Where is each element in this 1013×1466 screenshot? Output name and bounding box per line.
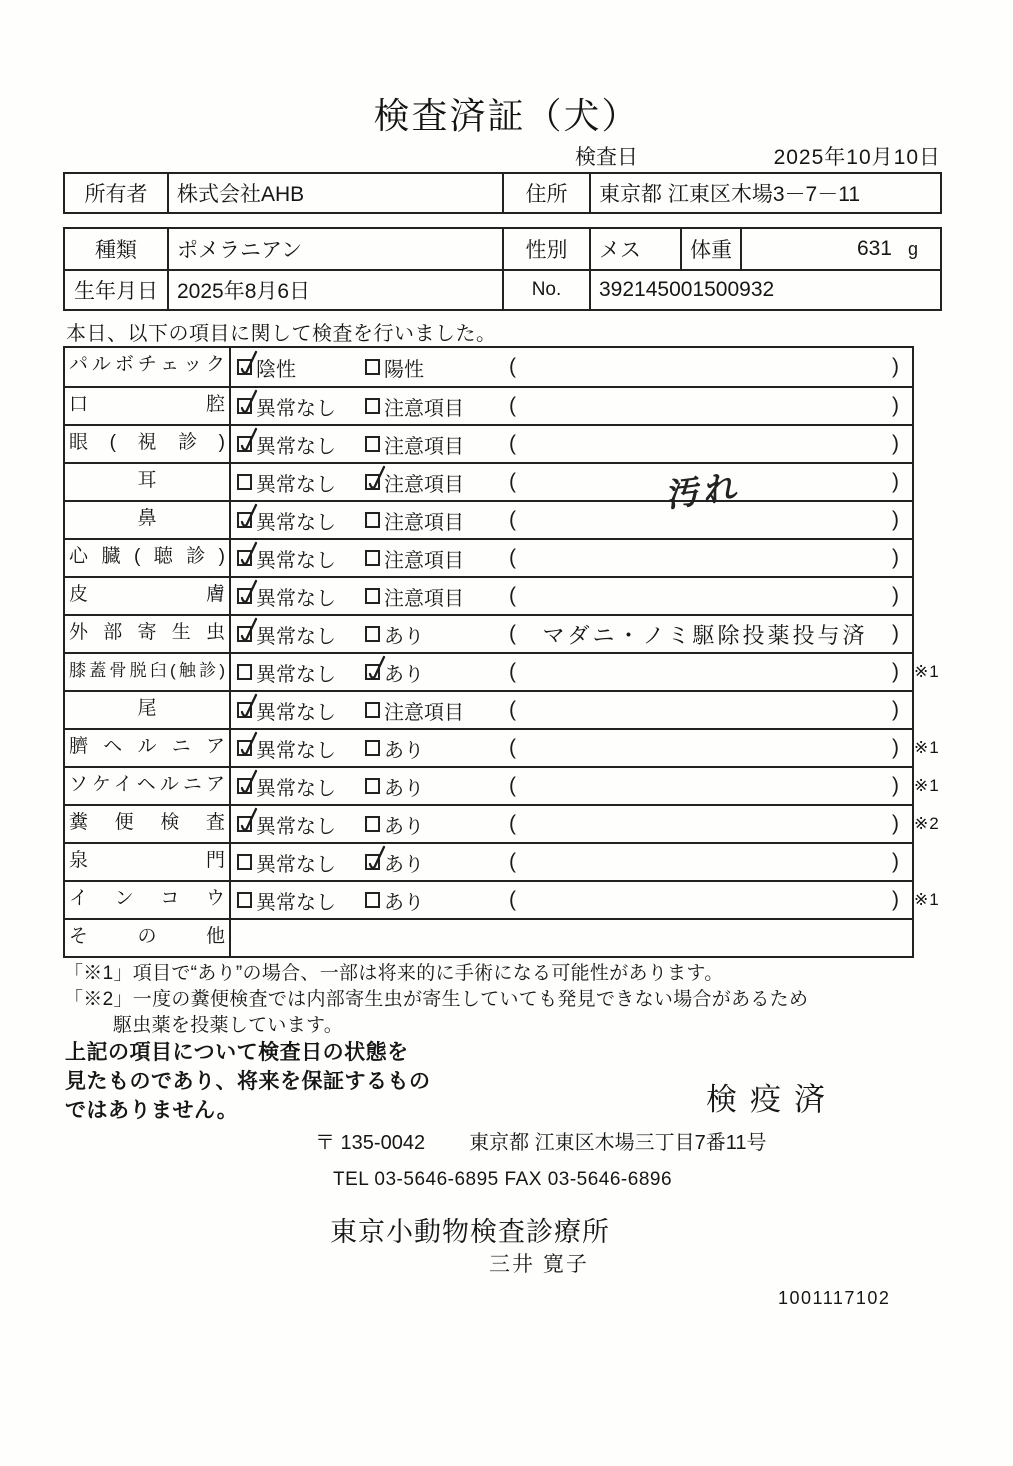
checkbox-present[interactable] — [365, 854, 380, 870]
option-label: 異常なし — [256, 397, 336, 420]
checkbox-caution[interactable] — [365, 550, 380, 566]
row-label: インコウ — [65, 882, 231, 918]
clinic-tel-fax: TEL 03-5646-6895 FAX 03-5646-6896 — [333, 1169, 673, 1190]
close-paren: ) — [892, 698, 899, 721]
address-label: 住所 — [502, 174, 589, 212]
option-label: 注意項目 — [384, 587, 464, 610]
checkbox-negative[interactable] — [237, 359, 252, 375]
option-label: あり — [384, 663, 424, 686]
checkbox-normal[interactable] — [237, 474, 252, 490]
handwritten-note: 汚れ — [667, 466, 743, 514]
checkmark-icon — [236, 426, 260, 456]
option-label: あり — [384, 777, 424, 800]
intro-sentence: 本日、以下の項目に関して検査を行いました。 — [66, 323, 497, 345]
checkmark-icon — [236, 806, 260, 836]
pet-table — [63, 227, 942, 311]
row-marker — [914, 540, 958, 576]
table-row-heart — [65, 538, 912, 576]
checkmark-icon — [236, 349, 260, 379]
row-label: 泉門 — [65, 844, 231, 880]
inspection-date-label: 検査日 — [575, 146, 638, 169]
checkbox-caution[interactable] — [365, 398, 380, 414]
checkbox-normal[interactable] — [237, 740, 252, 756]
row-marker — [914, 426, 958, 462]
checkbox-normal[interactable] — [237, 702, 252, 718]
option-label: あり — [384, 625, 424, 648]
table-row-other — [65, 918, 912, 956]
row-label: 眼(視診) — [65, 426, 231, 462]
row-marker-ref2: ※2 — [914, 814, 940, 833]
checkmark-icon — [236, 692, 260, 722]
row-note — [526, 768, 884, 804]
open-paren: ( — [509, 394, 516, 417]
page-title: 検査済証（犬） — [373, 95, 640, 136]
row-marker — [914, 464, 958, 500]
checkbox-normal[interactable] — [237, 436, 252, 452]
table-row-tail — [65, 690, 912, 728]
birth-value: 2025年8月6日 — [167, 271, 502, 309]
table-row-eyes — [65, 424, 912, 462]
option-label: 異常なし — [256, 511, 336, 534]
option-label: 異常なし — [256, 663, 336, 686]
close-paren: ) — [892, 736, 899, 759]
option-label: 異常なし — [256, 625, 336, 648]
checkmark-icon — [236, 502, 260, 532]
row-label: 皮膚 — [65, 578, 231, 614]
table-row-fecal-exam — [65, 804, 940, 842]
row-marker — [914, 502, 958, 538]
table-row-umbilical-hernia — [65, 728, 940, 766]
veterinarian-name: 三井 寛子 — [489, 1253, 589, 1276]
row-label: 尾 — [65, 692, 231, 728]
checkmark-icon — [236, 578, 260, 608]
open-paren: ( — [509, 584, 516, 607]
row-marker-ref1: ※1 — [914, 662, 940, 681]
table-row-nose — [65, 500, 912, 538]
checkbox-present[interactable] — [365, 892, 380, 908]
owner-value: 株式会社AHB — [167, 174, 502, 212]
option-label: 異常なし — [256, 815, 336, 838]
option-label: 陽性 — [384, 358, 424, 381]
checkbox-caution[interactable] — [365, 702, 380, 718]
checkmark-icon — [236, 768, 260, 798]
checkbox-caution[interactable] — [365, 436, 380, 452]
checkbox-normal[interactable] — [237, 588, 252, 604]
open-paren: ( — [509, 888, 516, 911]
row-label: 心臓(聴診) — [65, 540, 231, 576]
row-label: 口腔 — [65, 388, 231, 424]
table-row-skin — [65, 576, 912, 614]
row-note — [526, 578, 884, 614]
row-marker-ref1: ※1 — [914, 738, 940, 757]
option-label: 注意項目 — [384, 701, 464, 724]
close-paren: ) — [892, 622, 899, 645]
option-label: 注意項目 — [384, 511, 464, 534]
disclaimer-line2: 見たものであり、将来を保証するもの — [65, 1070, 431, 1093]
row-note — [526, 348, 884, 386]
row-note — [526, 882, 884, 918]
option-label: 異常なし — [256, 739, 336, 762]
checkbox-present[interactable] — [365, 626, 380, 642]
checkbox-normal[interactable] — [237, 550, 252, 566]
disclaimer-text — [65, 1038, 485, 1125]
postal-code: 〒 135-0042 — [315, 1132, 426, 1154]
close-paren: ) — [892, 888, 899, 911]
checkbox-normal[interactable] — [237, 892, 252, 908]
checkbox-positive[interactable] — [365, 359, 380, 375]
option-label: 注意項目 — [384, 549, 464, 572]
row-label: 糞便検査 — [65, 806, 231, 842]
footnote-ref2: 「※2」一度の糞便検査では内部寄生虫が寄生していても発見できない場合があるため — [64, 989, 809, 1010]
row-label: ソケイヘルニア — [65, 768, 231, 804]
row-label: その他 — [65, 920, 231, 956]
inspection-table — [63, 346, 940, 958]
table-row-ears — [65, 462, 912, 514]
open-paren: ( — [509, 470, 516, 493]
weight-value-cell — [740, 229, 940, 269]
row-marker — [914, 844, 958, 880]
row-label: 耳 — [65, 464, 231, 500]
close-paren: ) — [892, 355, 899, 378]
open-paren: ( — [509, 698, 516, 721]
row-note: マダニ・ノミ駆除投薬投与済 — [542, 622, 868, 648]
owner-row — [65, 174, 940, 212]
option-label: あり — [384, 853, 424, 876]
table-row-external-parasites — [65, 614, 912, 652]
birth-label: 生年月日 — [74, 280, 158, 303]
sex-value: メス — [589, 229, 680, 269]
row-note — [526, 502, 884, 538]
close-paren: ) — [892, 546, 899, 569]
checkbox-caution[interactable] — [365, 512, 380, 528]
close-paren: ) — [892, 812, 899, 835]
address-value: 東京都 江東区木場3－7－11 — [589, 174, 940, 212]
table-row-mouth — [65, 386, 912, 424]
open-paren: ( — [509, 508, 516, 531]
row-marker-ref1: ※1 — [914, 776, 940, 795]
option-label: 注意項目 — [384, 473, 464, 496]
row-marker — [914, 692, 958, 728]
close-paren: ) — [892, 850, 899, 873]
weight-unit: g — [907, 238, 918, 259]
breed-row — [65, 229, 940, 269]
footnote-ref1: 「※1」項目で“あり”の場合、一部は将来的に手術になる可能性があります。 — [64, 963, 724, 984]
row-marker — [914, 578, 958, 614]
table-row-inguinal-hernia — [65, 766, 940, 804]
table-row-fontanelle — [65, 842, 912, 880]
option-label: あり — [384, 739, 424, 762]
checkbox-normal[interactable] — [237, 512, 252, 528]
close-paren: ) — [892, 508, 899, 531]
row-marker-ref1: ※1 — [914, 890, 940, 909]
checkmark-icon — [236, 388, 260, 418]
row-label: 臍ヘルニア — [65, 730, 231, 766]
table-row-parvo — [65, 348, 912, 386]
row-marker — [914, 388, 958, 424]
checkbox-normal[interactable] — [237, 778, 252, 794]
table-row-patella — [65, 652, 940, 690]
footnote-ref2-cont: 駆虫薬を投薬しています。 — [113, 1015, 344, 1036]
option-label: 異常なし — [256, 701, 336, 724]
open-paren: ( — [509, 812, 516, 835]
checkmark-icon — [236, 730, 260, 760]
close-paren: ) — [892, 470, 899, 493]
checkmark-icon — [236, 616, 260, 646]
option-label: あり — [384, 891, 424, 914]
open-paren: ( — [509, 736, 516, 759]
row-label: 膝蓋骨脱臼(触診) — [65, 654, 231, 690]
option-label: 異常なし — [256, 549, 336, 572]
open-paren: ( — [509, 355, 516, 378]
quarantine-stamp: 検疫済 — [706, 1082, 838, 1117]
row-note — [526, 654, 884, 690]
owner-table — [63, 172, 942, 214]
checkbox-normal[interactable] — [237, 854, 252, 870]
open-paren: ( — [509, 774, 516, 797]
checkbox-present[interactable] — [365, 664, 380, 680]
option-label: 異常なし — [256, 777, 336, 800]
row-note — [526, 540, 884, 576]
option-label: 異常なし — [256, 473, 336, 496]
serial-number: 1001117102 — [778, 1288, 891, 1308]
no-value: 392145001500932 — [589, 271, 940, 309]
clinic-address: 東京都 江東区木場三丁目7番11号 — [469, 1132, 767, 1154]
no-label: No. — [502, 271, 589, 309]
row-note — [526, 692, 884, 728]
checkbox-present[interactable] — [365, 740, 380, 756]
close-paren: ) — [892, 660, 899, 683]
owner-label: 所有者 — [84, 183, 148, 206]
row-label: 外部寄生虫 — [65, 616, 231, 652]
close-paren: ) — [892, 584, 899, 607]
clinic-postal-line — [315, 1126, 767, 1155]
option-label: 陰性 — [256, 358, 296, 381]
weight-value: 631 — [856, 237, 892, 260]
checkmark-icon — [236, 540, 260, 570]
row-note — [526, 806, 884, 842]
other-empty-cell — [231, 920, 912, 956]
option-label: 異常なし — [256, 891, 336, 914]
row-marker — [914, 616, 958, 652]
option-label: あり — [384, 815, 424, 838]
row-note — [526, 388, 884, 424]
checkmark-icon — [364, 464, 388, 494]
close-paren: ) — [892, 432, 899, 455]
option-label: 異常なし — [256, 435, 336, 458]
breed-label: 種類 — [95, 239, 137, 262]
option-label: 注意項目 — [384, 435, 464, 458]
option-label: 異常なし — [256, 853, 336, 876]
sex-label: 性別 — [502, 229, 589, 269]
checkbox-caution[interactable] — [365, 474, 380, 490]
checkbox-present[interactable] — [365, 778, 380, 794]
breed-value: ポメラニアン — [167, 229, 502, 269]
option-label: 異常なし — [256, 587, 336, 610]
checkmark-icon — [364, 844, 388, 874]
clinic-name: 東京小動物検査診療所 — [330, 1217, 610, 1247]
birth-row — [65, 269, 940, 309]
checkmark-icon — [364, 654, 388, 684]
open-paren: ( — [509, 622, 516, 645]
row-marker — [914, 348, 958, 386]
close-paren: ) — [892, 394, 899, 417]
row-label: パルボチェック — [65, 348, 231, 386]
open-paren: ( — [509, 546, 516, 569]
checkbox-caution[interactable] — [365, 588, 380, 604]
checkbox-normal[interactable] — [237, 664, 252, 680]
close-paren: ) — [892, 774, 899, 797]
open-paren: ( — [509, 432, 516, 455]
checkbox-normal[interactable] — [237, 626, 252, 642]
checkbox-normal[interactable] — [237, 398, 252, 414]
open-paren: ( — [509, 660, 516, 683]
weight-label: 体重 — [680, 229, 740, 269]
disclaimer-line1: 上記の項目について検査日の状態を — [65, 1041, 409, 1064]
checkbox-present[interactable] — [365, 816, 380, 832]
disclaimer-line3: ではありません。 — [65, 1099, 239, 1122]
table-row-inkou — [65, 880, 940, 918]
row-note — [526, 844, 884, 880]
row-note — [526, 730, 884, 766]
row-label: 鼻 — [65, 502, 231, 538]
inspection-date-value: 2025年10月10日 — [773, 146, 941, 169]
open-paren: ( — [509, 850, 516, 873]
option-label: 注意項目 — [384, 397, 464, 420]
checkbox-normal[interactable] — [237, 816, 252, 832]
